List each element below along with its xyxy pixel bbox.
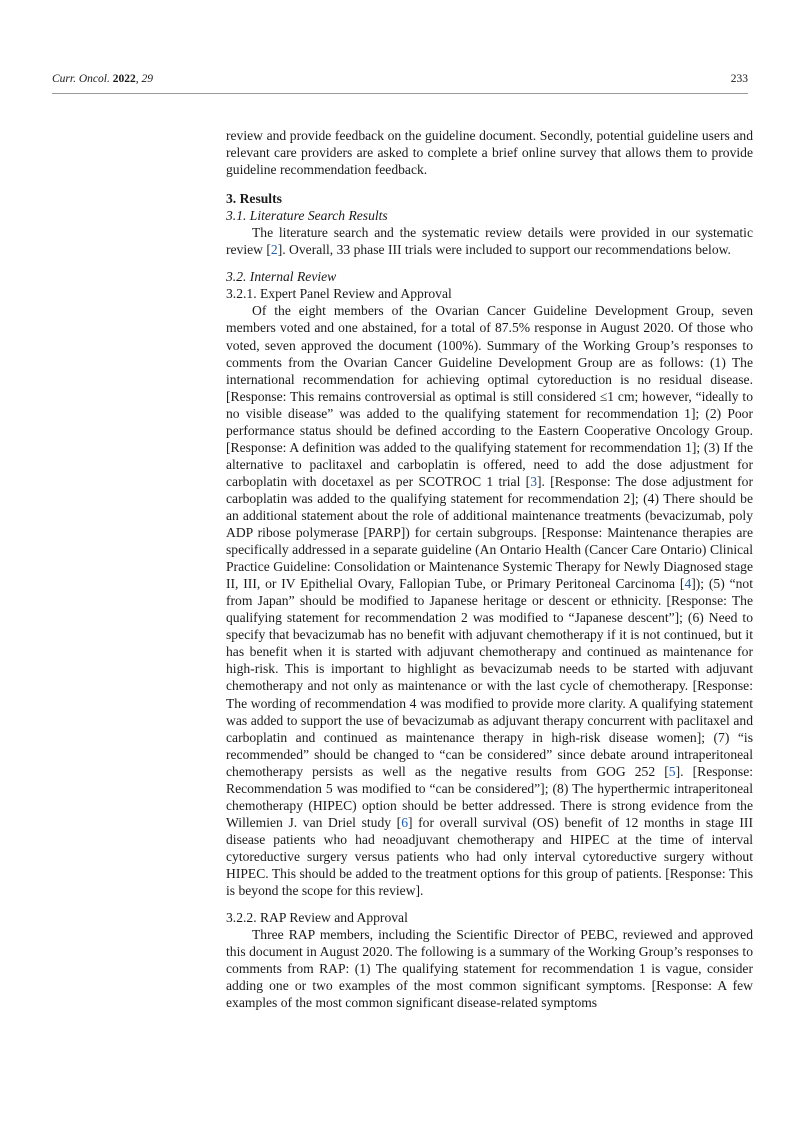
paragraph-rap: Three RAP members, including the Scientific Director of PEBC, reviewed and approved this document in August 2020. The following is a summary of the Working Group’s responses to comments from RAP: (1) The qualifying statement for recommendation 1 is vague, consider adding one or two examples of the most common significant symptoms. [Response: A few examples of the most common significant disease-related symptoms [226, 927, 753, 1011]
subsubsection-heading-rap: 3.2.2. RAP Review and Approval [226, 910, 408, 926]
running-header [52, 71, 748, 94]
citation-link[interactable]: 6 [401, 814, 408, 830]
citation-link[interactable]: 5 [668, 763, 676, 779]
subsubsection-heading-expert-panel: 3.2.1. Expert Panel Review and Approval [226, 286, 452, 302]
subsection-heading-literature: 3.1. Literature Search Results [226, 208, 388, 224]
paragraph-expert-panel: Of the eight members of the Ovarian Cancer Guideline Development Group, seven members voted and one abstained, for a total of 87.5% response in August 2020. Of those who voted, seven approved the document (100%). Summary of the Working Group’s responses to comments from the Ovarian Cancer Guideline Development Group are as follows: (1) The international recommendation for achieving optimal cytoreduction is no residual disease. [Response: This remains controversial as optimal is still considered ≤1 cm; however, “ideally to no visible disease” was added to the qualifying statement for recommendation 1]; (2) Poor performance status should be defined according to the Eastern Cooperative Oncology Group. [Response: A definition was added to the qualifying statement for recommendation 1]; (3) If the alternative to paclitaxel and carboplatin is offered, need to add the dose adjustment for carboplatin with docetaxel as per SCOTROC 1 trial [3]. [Response: The dose adjustment for carboplatin was added to the qualifying statement for recommendation 2]; (4) There should be an additional statement about the role of additional maintenance treatments (bevacizumab, poly ADP ribose polymerase [PARP]) for certain subgroups. [Response: Maintenance therapies are specifically addressed in a separate guideline (An Ontario Health (Cancer Care Ontario) Clinical Practice Guideline: Consolidation or Maintenance Systemic Therapy for Newly Diagnosed stage II, III, or IV Epithelial Ovary, Fallopian Tube, or Primary Peritoneal Carcinoma [4]); (5) “not from Japan” should be modified to Japanese heritage or descent or ethnicity. [Response: The qualifying statement for recommendation 2 was modified to “Japanese descent”]; (6) Need to specify that bevacizumab has no benefit with adjuvant chemotherapy if it is not continued, but it has benefit when it is started with adjuvant chemotherapy and continued as maintenance for high-risk. This is important to highlight as bevacizumab needs to be started with adjuvant chemotherapy and not only as maintenance or with the last cycle of chemotherapy. [Response: The wording of recommendation 4 was modified to provide more clarity. A qualifying statement was added to support the use of bevacizumab as adjuvant therapy concurrent with paclitaxel and carboplatin and continued as maintenance therapy in high-risk disease women]; (7) “is recommended” should be changed to “can be considered” since debate around intraperitoneal chemotherapy persists as well as the negative results from GOG 252 [5]. [Response: Recommendation 5 was modified to “can be considered”]; (8) The hyperthermic intraperitoneal chemotherapy (HIPEC) option should be better addressed. There is strong evidence from the Willemien J. van Driel study [6] for overall survival (OS) benefit of 12 months in stage III disease patients who had neoadjuvant chemotherapy and HIPEC at the time of interval cytoreductive surgery versus patients who had only interval cytoreductive surgery without HIPEC. This should be added to the treatment options for this group of patients. [Response: This is beyond the scope for this review]. [226, 303, 754, 899]
citation-link[interactable]: 3 [530, 473, 537, 489]
subsection-heading-internal-review: 3.2. Internal Review [226, 269, 337, 285]
citation-link[interactable]: 2 [270, 242, 278, 258]
citation-link[interactable]: 4 [684, 576, 692, 592]
page-number: 233 [730, 73, 748, 85]
section-heading-results: 3. Results [226, 191, 282, 207]
paragraph-literature: The literature search and the systematic review details were provided in our systematic review [2]. Overall, 33 phase III trials were included to support our recommendations below. [226, 225, 753, 258]
journal-citation: Curr. Oncol. 2022, 29 [52, 73, 153, 85]
paragraph-intro-continued: review and provide feedback on the guideline document. Secondly, potential guideline users and relevant care providers are asked to complete a brief online survey that allows them to provide guideline recommendation feedback. [226, 128, 753, 178]
article-body [226, 127, 753, 1011]
